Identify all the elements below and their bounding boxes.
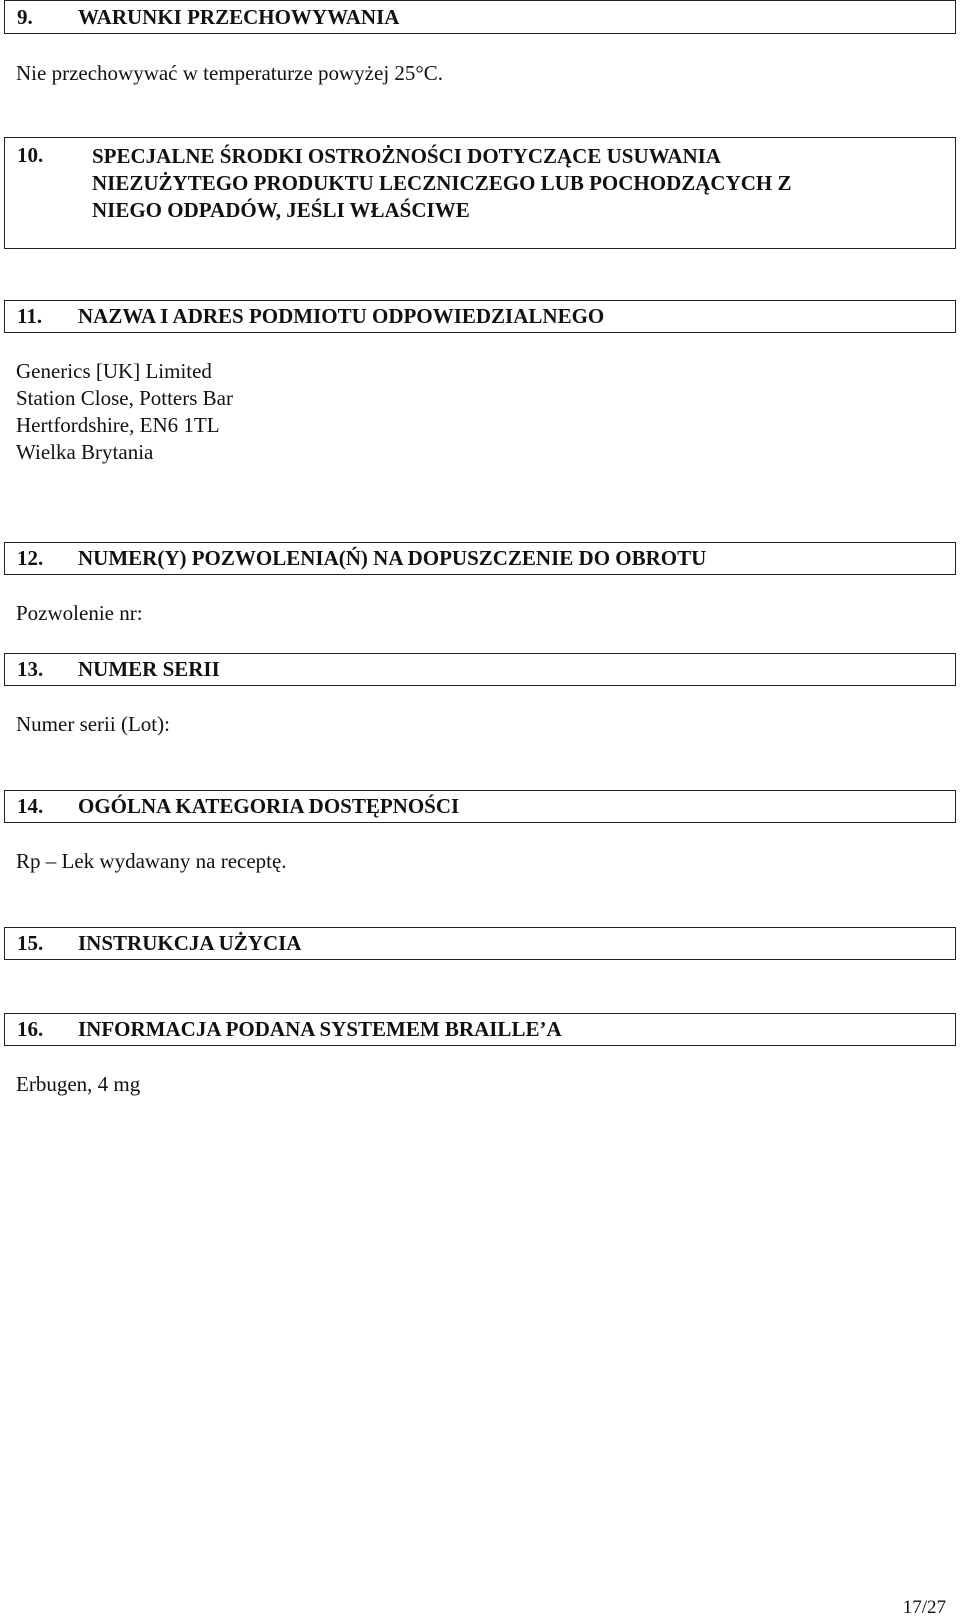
section-title: NAZWA I ADRES PODMIOTU ODPOWIEDZIALNEGO (78, 304, 605, 328)
section-title: INFORMACJA PODANA SYSTEMEM BRAILLE’A (78, 1017, 562, 1041)
section-number: 11. (17, 304, 43, 328)
section-number: 16. (17, 1017, 44, 1041)
section-number: 14. (17, 794, 44, 818)
address-line: Generics [UK] Limited (16, 359, 212, 383)
section-title: WARUNKI PRZECHOWYWANIA (78, 5, 400, 29)
authorisation-number-text: Pozwolenie nr: (16, 601, 143, 625)
section-title: NUMER SERII (78, 657, 220, 681)
section-14-header (4, 790, 956, 823)
batch-number-text: Numer serii (Lot): (16, 712, 170, 736)
section-title: OGÓLNA KATEGORIA DOSTĘPNOŚCI (78, 794, 460, 818)
section-10-header (4, 137, 956, 249)
section-title: INSTRUKCJA UŻYCIA (78, 931, 302, 955)
section-15-header (4, 927, 956, 960)
page-number: 17/27 (902, 1597, 946, 1618)
section-12-header (4, 542, 956, 575)
address-line: Station Close, Potters Bar (16, 386, 233, 410)
storage-text: Nie przechowywać w temperaturze powyżej 25°C. (16, 61, 444, 85)
section-11-header (4, 300, 956, 333)
holder-address (16, 358, 233, 466)
section-title-line: SPECJALNE ŚRODKI OSTROŻNOŚCI DOTYCZĄCE USUWANIA (92, 144, 721, 168)
section-title (92, 143, 792, 224)
braille-text: Erbugen, 4 mg (16, 1072, 141, 1096)
supply-category-text: Rp – Lek wydawany na receptę. (16, 849, 287, 873)
section-13-header (4, 653, 956, 686)
section-number: 12. (17, 546, 44, 570)
section-number: 15. (17, 931, 44, 955)
section-number: 10. (17, 143, 44, 167)
section-9-header (4, 0, 956, 34)
section-title: NUMER(Y) POZWOLENIA(Ń) NA DOPUSZCZENIE DO OBROTU (78, 546, 707, 570)
section-number: 9. (17, 5, 33, 29)
section-16-header (4, 1013, 956, 1046)
section-title-line: NIEGO ODPADÓW, JEŚLI WŁAŚCIWE (92, 198, 470, 222)
address-line: Wielka Brytania (16, 440, 154, 464)
section-number: 13. (17, 657, 44, 681)
address-line: Hertfordshire, EN6 1TL (16, 413, 220, 437)
section-title-line: NIEZUŻYTEGO PRODUKTU LECZNICZEGO LUB POCHODZĄCYCH Z (92, 171, 792, 195)
